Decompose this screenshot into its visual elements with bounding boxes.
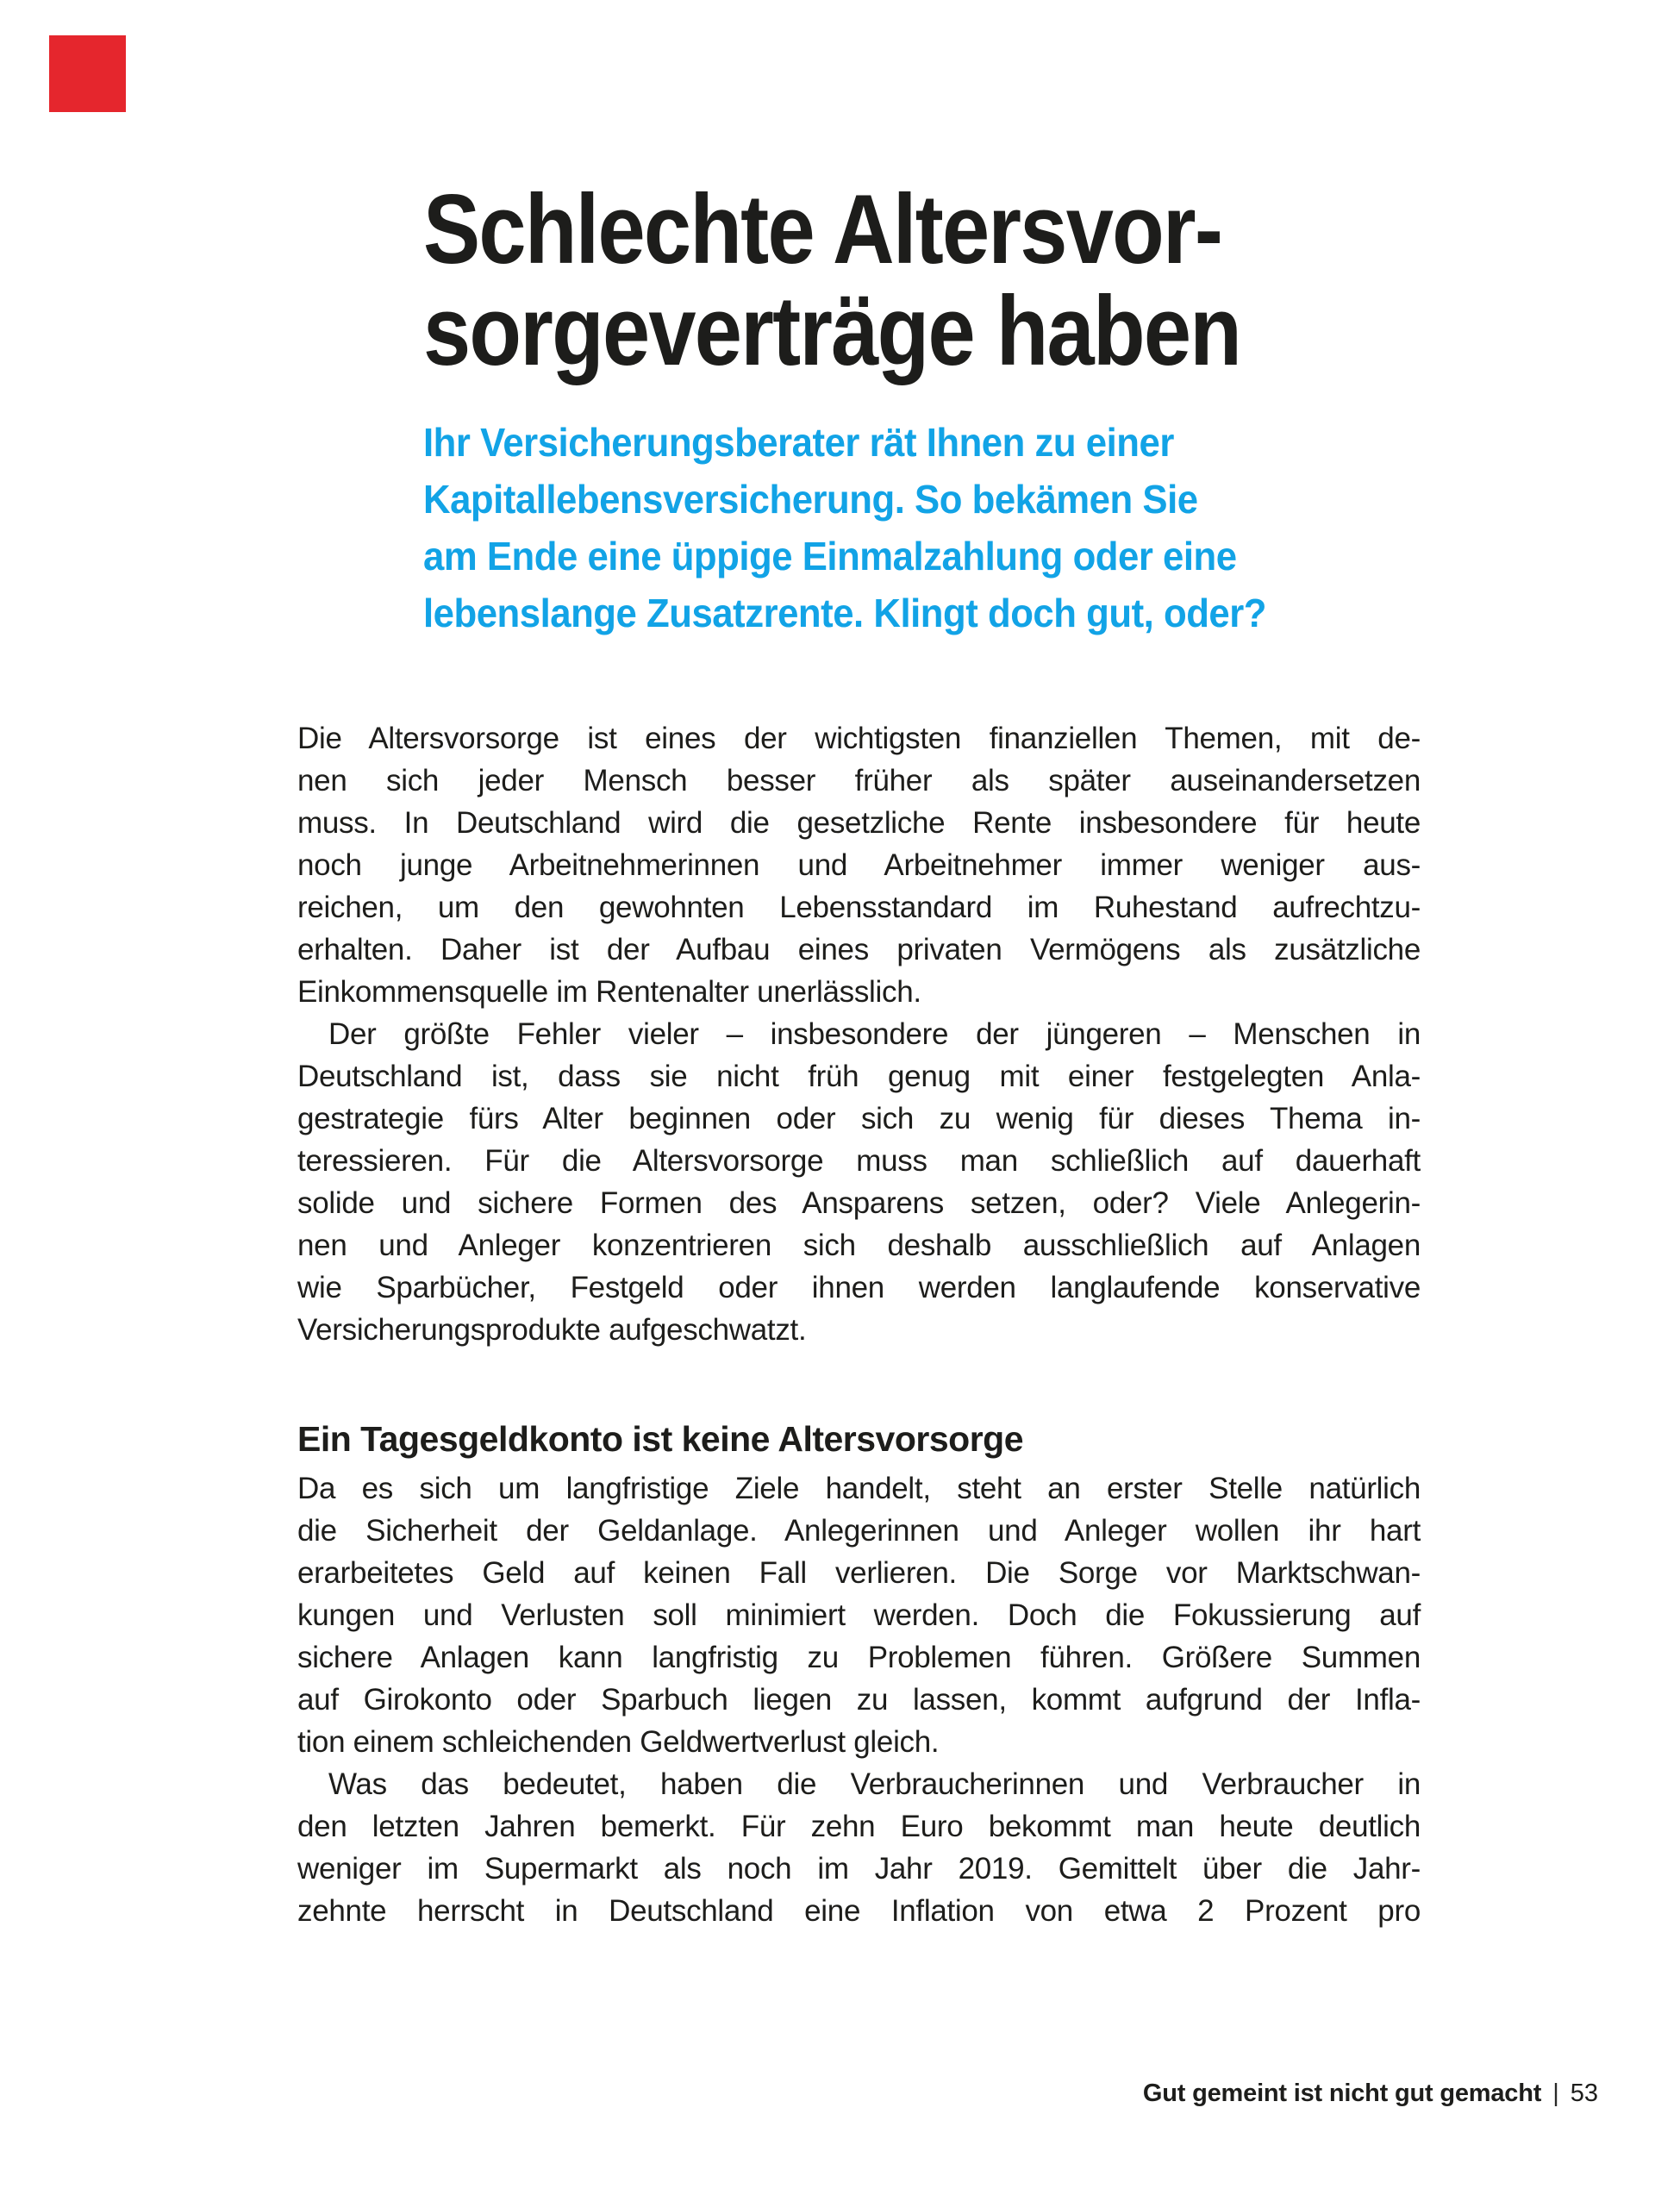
page-content (297, 0, 1421, 1932)
paragraph-line: Die Altersvorsorge ist eines der wichtigsten finanziellen Themen, mit de- (297, 722, 1421, 755)
paragraph-line: Einkommensquelle im Rentenalter unerlässlich. (297, 975, 921, 1009)
paragraph-line: Deutschland ist, dass sie nicht früh genug mit einer festgelegten Anla- (297, 1060, 1421, 1093)
paragraph (297, 717, 1421, 1013)
paragraph-line: den letzten Jahren bemerkt. Für zehn Euro bekommt man heute deutlich (297, 1810, 1421, 1843)
standfirst-line: lebenslange Zusatzrente. Klingt doch gut, oder? (423, 591, 1266, 635)
paragraph-line: kungen und Verlusten soll minimiert werden. Doch die Fokussierung auf (297, 1598, 1421, 1632)
page-footer (1143, 2076, 1598, 2111)
paragraph-line: wie Sparbücher, Festgeld oder ihnen werden langlaufende konservative (297, 1271, 1421, 1304)
paragraph-line: tion einem schleichenden Geldwertverlust gleich. (297, 1725, 940, 1759)
paragraph-line: Da es sich um langfristige Ziele handelt, steht an erster Stelle natürlich (297, 1472, 1421, 1505)
page-number: 53 (1570, 2080, 1598, 2107)
running-header-title: Gut gemeint ist nicht gut gemacht (1142, 2080, 1542, 2107)
paragraph-line: zehnte herrscht in Deutschland eine Inflation von etwa 2 Prozent pro (297, 1894, 1421, 1928)
paragraph-line: weniger im Supermarkt als noch im Jahr 2019. Gemittelt über die Jahr- (297, 1852, 1421, 1886)
paragraph-line: erarbeitetes Geld auf keinen Fall verlieren. Die Sorge vor Marktschwan- (297, 1556, 1421, 1590)
paragraph (297, 1763, 1421, 1932)
standfirst-line: Ihr Versicherungsberater rät Ihnen zu einer (423, 420, 1174, 465)
red-corner-marker (49, 35, 126, 112)
paragraph-line: auf Girokonto oder Sparbuch liegen zu lassen, kommt aufgrund der Infla- (297, 1683, 1421, 1717)
chapter-title (423, 175, 1421, 386)
standfirst-line: am Ende eine üppige Einmalzahlung oder eine (423, 534, 1237, 579)
paragraph-line: muss. In Deutschland wird die gesetzliche Rente insbesondere für heute (297, 806, 1421, 840)
standfirst-line: Kapitallebensversicherung. So bekämen Sie (423, 477, 1198, 522)
paragraph (297, 1467, 1421, 1763)
paragraph-line: Der größte Fehler vieler – insbesondere der jüngeren – Menschen in (328, 1017, 1421, 1051)
paragraph-line: erhalten. Daher ist der Aufbau eines privaten Vermögens als zusätzliche (297, 933, 1421, 966)
paragraph-line: gestrategie fürs Alter beginnen oder sich zu wenig für dieses Thema in- (297, 1102, 1421, 1135)
chapter-standfirst (423, 414, 1421, 641)
section-heading: Ein Tagesgeldkonto ist keine Altersvorsorge (297, 1419, 1024, 1459)
paragraph-line: Versicherungsprodukte aufgeschwatzt. (297, 1313, 807, 1347)
paragraph-line: sichere Anlagen kann langfristig zu Problemen führen. Größere Summen (297, 1641, 1421, 1674)
body-text (297, 717, 1421, 1932)
chapter-title-line: sorgeverträge haben (423, 277, 1241, 386)
paragraph-line: die Sicherheit der Geldanlage. Anlegerinnen und Anleger wollen ihr hart (297, 1514, 1421, 1548)
paragraph (297, 1013, 1421, 1351)
paragraph-line: Was das bedeutet, haben die Verbraucherinnen und Verbraucher in (328, 1767, 1421, 1801)
footer-divider: | (1552, 2080, 1559, 2107)
paragraph-line: teressieren. Für die Altersvorsorge muss man schließlich auf dauerhaft (297, 1144, 1421, 1178)
paragraph-line: reichen, um den gewohnten Lebensstandard im Ruhestand aufrechtzu- (297, 891, 1421, 924)
paragraph-line: nen sich jeder Mensch besser früher als später auseinandersetzen (297, 764, 1421, 797)
chapter-title-line: Schlechte Altersvor- (423, 175, 1222, 285)
paragraph-line: solide und sichere Formen des Ansparens setzen, oder? Viele Anlegerin- (297, 1186, 1421, 1220)
paragraph-line: noch junge Arbeitnehmerinnen und Arbeitnehmer immer weniger aus- (297, 848, 1421, 882)
paragraph-line: nen und Anleger konzentrieren sich deshalb ausschließlich auf Anlagen (297, 1229, 1421, 1262)
